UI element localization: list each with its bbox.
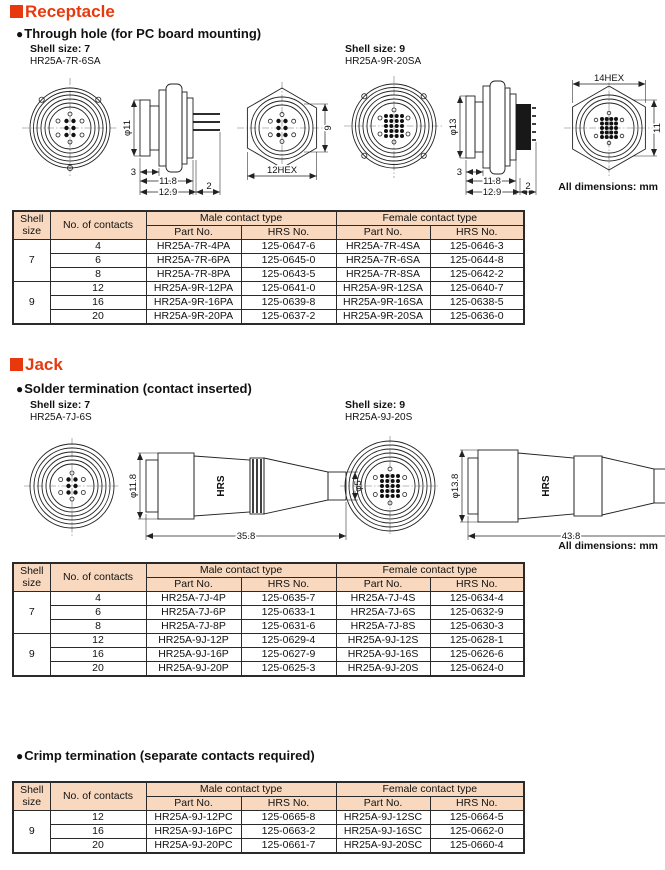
hex-rear-view [237,82,334,180]
dim-len1: 11.8 [159,176,177,187]
variant-receptacle-9 [345,43,421,68]
col-header-contacts: No. of contacts [50,563,146,592]
dim-dia: φ13 [448,118,459,136]
shell-size-label: Shell size: 7 [30,43,91,55]
col-header-part-no: Part No. [146,797,241,811]
cell: 16 [50,296,146,310]
cell: HR25A-9R-12SA [336,282,430,296]
cell: HR25A-7R-4PA [146,240,241,254]
cell: HR25A-9J-12SC [336,811,430,825]
cell: HR25A-9R-12PA [146,282,241,296]
table-row [13,662,524,677]
table-row [13,282,524,296]
crimp-table [12,781,525,854]
cell: 6 [50,254,146,268]
hex-rear-view [564,73,663,178]
col-header-female: Female contact type [336,563,524,578]
shell-size-cell: 9 [13,634,50,677]
receptacle-9-drawing [342,73,663,198]
cell: 16 [50,825,146,839]
dim-length: 43.8 [561,531,581,542]
variant-jack-9 [345,399,412,424]
red-square-icon [10,358,23,371]
dim-mount: 11 [652,123,663,133]
subsection-through-hole: ●Through hole (for PC board mounting) [16,26,262,41]
cell: HR25A-9J-20PC [146,839,241,854]
col-header-hrs-no: HRS No. [241,578,336,592]
table-row [13,811,524,825]
cell: 125-0626-6 [430,648,524,662]
part-number: HR25A-9J-20S [345,411,413,423]
cell: 125-0660-4 [430,839,524,854]
shell-size-cell: 7 [13,592,50,634]
cell: HR25A-7R-8PA [146,268,241,282]
part-number: HR25A-7R-6SA [30,55,101,67]
section-title-receptacle [10,3,115,20]
cell: 125-0631-6 [241,620,336,634]
section-title-jack [10,356,63,373]
dims-note: All dimensions: mm [558,540,658,552]
cell: 125-0664-5 [430,811,524,825]
dim-len2: 12.9 [158,187,178,198]
table-row [13,296,524,310]
cell: 125-0625-3 [241,662,336,677]
cell: HR25A-7J-8P [146,620,241,634]
cell: 125-0643-5 [241,268,336,282]
cell: 125-0662-0 [430,825,524,839]
col-header-shell: Shell size [13,211,50,240]
cell: 125-0636-0 [430,310,524,325]
hrs-logo: HRS [216,475,227,497]
col-header-hrs-no: HRS No. [430,797,524,811]
cell: HR25A-9J-12S [336,634,430,648]
shell-size-label: Shell size: 7 [30,399,91,411]
cell: 125-0640-7 [430,282,524,296]
cell: HR25A-7J-4P [146,592,241,606]
col-header-shell: Shell size [13,782,50,811]
cell: 125-0634-4 [430,592,524,606]
cell: HR25A-7J-6P [146,606,241,620]
col-header-hrs-no: HRS No. [430,578,524,592]
cell: 12 [50,282,146,296]
dim-hex: 14HEX [593,73,625,84]
cell: 125-0661-7 [241,839,336,854]
table-row [13,839,524,854]
cell: 125-0645-0 [241,254,336,268]
cell: HR25A-7R-6PA [146,254,241,268]
cell: 125-0630-3 [430,620,524,634]
cell: 125-0642-2 [430,268,524,282]
cell: 125-0637-2 [241,310,336,325]
dims-note: All dimensions: mm [558,181,658,193]
col-header-hrs-no: HRS No. [241,797,336,811]
cell: HR25A-7R-8SA [336,268,430,282]
subsection-crimp: ●Crimp termination (separate contacts required) [16,748,315,763]
cell: 6 [50,606,146,620]
cell: HR25A-9R-16PA [146,296,241,310]
hrs-logo: HRS [541,475,552,497]
section-title-text: Jack [25,355,63,374]
receptacle-table [12,210,525,325]
cell: 4 [50,592,146,606]
cell: HR25A-9J-12PC [146,811,241,825]
col-header-hrs-no: HRS No. [430,226,524,240]
table-row [13,634,524,648]
col-header-male: Male contact type [146,563,336,578]
cell: HR25A-7J-6S [336,606,430,620]
table-row [13,620,524,634]
red-square-icon [10,5,23,18]
col-header-part-no: Part No. [336,578,430,592]
table-row [13,606,524,620]
table-row [13,268,524,282]
cell: HR25A-7J-4S [336,592,430,606]
dim-tip: φ5 [353,480,364,492]
shell-size-cell: 9 [13,282,50,325]
col-header-hrs-no: HRS No. [241,226,336,240]
cell: 20 [50,839,146,854]
part-number: HR25A-9R-20SA [345,55,422,67]
section-title-text: Receptacle [25,2,115,21]
side-view [128,453,364,542]
bullet-icon: ● [16,27,24,41]
cell: 125-0635-7 [241,592,336,606]
col-header-part-no: Part No. [146,226,241,240]
dim-hex: 12HEX [266,165,298,176]
cell: HR25A-9R-16SA [336,296,430,310]
dim-mount: 9 [323,125,334,131]
cell: 20 [50,310,146,325]
subsection-solder: ●Solder termination (contact inserted) [16,381,252,396]
dim-pin: 2 [525,181,531,192]
cell: 125-0629-4 [241,634,336,648]
col-header-female: Female contact type [336,211,524,226]
cell: 125-0638-5 [430,296,524,310]
part-number: HR25A-7J-6S [30,411,92,423]
cell: 125-0665-8 [241,811,336,825]
cell: HR25A-9J-20P [146,662,241,677]
col-header-part-no: Part No. [336,797,430,811]
cell: HR25A-7J-8S [336,620,430,634]
cell: HR25A-9R-20PA [146,310,241,325]
shell-size-label: Shell size: 9 [345,399,406,411]
col-header-part-no: Part No. [336,226,430,240]
cell: 12 [50,811,146,825]
cell: 125-0624-0 [430,662,524,677]
front-view [24,438,120,536]
table-row [13,825,524,839]
cell: HR25A-9J-12P [146,634,241,648]
receptacle-7-drawing [20,74,332,198]
cell: 8 [50,268,146,282]
cell: HR25A-9J-16SC [336,825,430,839]
table-row [13,592,524,606]
front-view [340,436,440,536]
cell: 125-0628-1 [430,634,524,648]
cell: HR25A-9J-16P [146,648,241,662]
front-view [22,78,118,178]
col-header-contacts: No. of contacts [50,782,146,811]
cell: 8 [50,620,146,634]
dim-pin: 2 [206,181,212,192]
cell: HR25A-7R-4SA [336,240,430,254]
cell: HR25A-9J-20S [336,662,430,677]
dim-dia: φ11.8 [128,474,139,498]
cell: HR25A-9J-16PC [146,825,241,839]
table-row [13,648,524,662]
cell: 125-0647-6 [241,240,336,254]
dim-length: 35.8 [236,531,256,542]
cell: 12 [50,634,146,648]
cell: 4 [50,240,146,254]
cell: 16 [50,648,146,662]
cell: 125-0639-8 [241,296,336,310]
side-view [122,84,220,198]
col-header-shell: Shell size [13,563,50,592]
shell-size-cell: 7 [13,240,50,282]
col-header-part-no: Part No. [146,578,241,592]
col-header-contacts: No. of contacts [50,211,146,240]
variant-jack-7 [30,399,92,424]
cell: HR25A-9R-20SA [336,310,430,325]
cell: HR25A-7R-6SA [336,254,430,268]
cell: 125-0633-1 [241,606,336,620]
shell-size-cell: 9 [13,811,50,854]
shell-size-label: Shell size: 9 [345,43,406,55]
cell: 20 [50,662,146,677]
col-header-female: Female contact type [336,782,524,797]
cell: 125-0632-9 [430,606,524,620]
table-row [13,254,524,268]
cell: 125-0641-0 [241,282,336,296]
table-row [13,240,524,254]
cell: HR25A-9J-16S [336,648,430,662]
cell: HR25A-9J-20SC [336,839,430,854]
bullet-icon: ● [16,382,24,396]
cell: 125-0644-8 [430,254,524,268]
dim-dia: φ11 [122,119,133,137]
side-view [450,450,665,542]
col-header-male: Male contact type [146,782,336,797]
dim-len2: 12.9 [482,187,502,198]
cell: 125-0627-9 [241,648,336,662]
cell: 125-0663-2 [241,825,336,839]
variant-receptacle-7 [30,43,101,68]
dim-offset: 3 [456,167,462,178]
solder-table [12,562,525,677]
dim-offset: 3 [130,167,136,178]
bullet-icon: ● [16,749,24,763]
front-view [344,76,444,178]
cell: 125-0646-3 [430,240,524,254]
col-header-male: Male contact type [146,211,336,226]
table-row [13,310,524,325]
dim-len1: 11.8 [483,176,501,187]
dim-dia: φ13.8 [450,473,461,499]
jack-7-drawing [20,436,364,558]
